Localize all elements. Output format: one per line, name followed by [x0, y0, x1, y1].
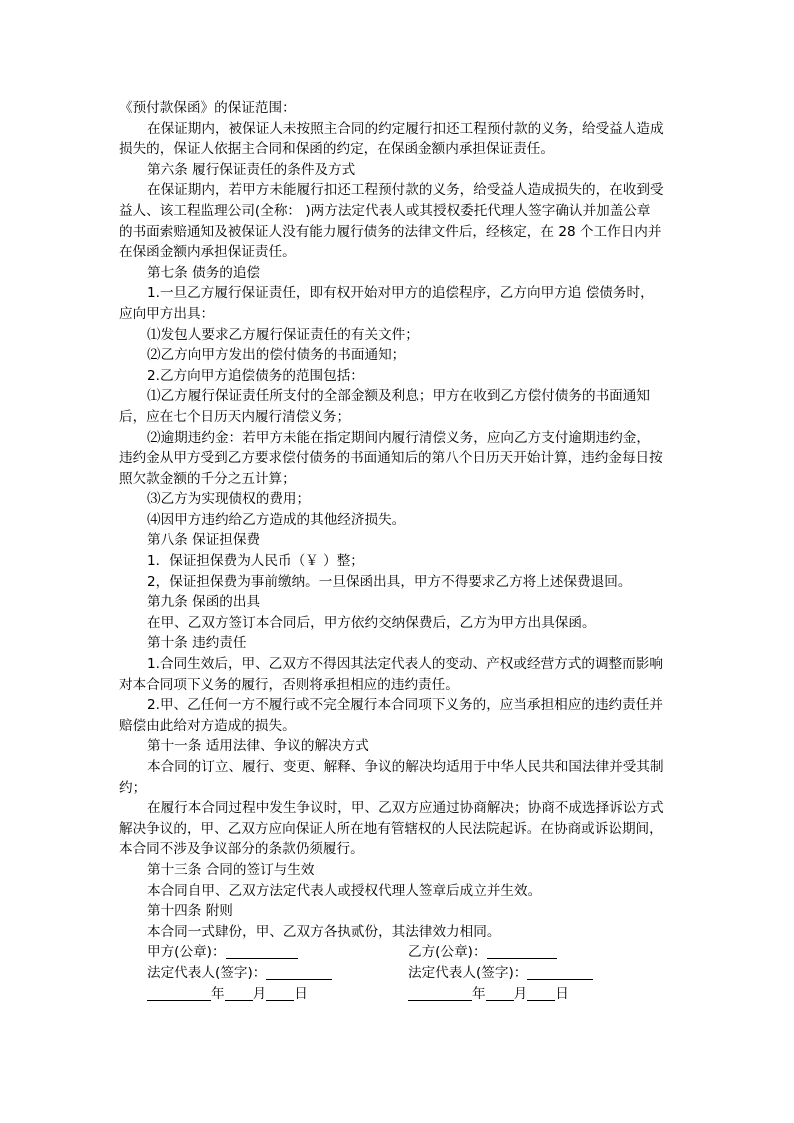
text-line: 后，应在七个日历天内履行清偿义务；	[119, 408, 351, 425]
representative-row	[119, 963, 689, 984]
text-line: 的书面索赔通知及被保证人没有能力履行债务的法律文件后，经核定，在 28 个工作日内并	[119, 223, 662, 240]
text-line: 第七条 债务的追偿	[147, 264, 261, 281]
contract-body	[119, 98, 689, 1004]
party-b-seal: 乙方(公章)：	[408, 942, 557, 963]
text-line: 第九条 保函的出具	[147, 594, 261, 611]
text-line: 赔偿由此给对方造成的损失。	[119, 717, 296, 734]
seal-row	[119, 942, 689, 963]
text-line: 应向甲方出具：	[119, 305, 215, 322]
text-line: 2.乙方向甲方追偿债务的范围包括：	[147, 367, 364, 384]
text-line: 第十三条 合同的签订与生效	[147, 861, 315, 878]
text-line: 在甲、乙双方签订本合同后，甲方依约交纳保费后，乙方为甲方出具保函。	[147, 614, 596, 631]
text-line: ⑵逾期违约金：若甲方未能在指定期间内履行清偿义务，应向乙方支付逾期违约金，	[147, 429, 650, 446]
text-line: 在履行本合同过程中发生争议时，甲、乙双方应通过协商解决；协商不成选择诉讼方式	[147, 800, 664, 817]
party-a-representative: 法定代表人(签字)：	[147, 963, 332, 984]
text-line: 在保证期内，若甲方未能履行扣还工程预付款的义务，给受益人造成损失的，在收到受	[147, 182, 664, 199]
text-line: 2，保证担保费为事前缴纳。一旦保函出具，甲方不得要求乙方将上述保费退回。	[147, 573, 632, 590]
text-line: 本合同的订立、履行、变更、解释、争议的解决均适用于中华人民共和国法律并受其制	[147, 759, 664, 775]
party-b-seal-blank[interactable]	[487, 944, 557, 959]
text-line: 2.甲、乙任何一方不履行或不完全履行本合同项下义务的，应当承担相应的违约责任并	[147, 697, 663, 714]
text-line: 第六条 履行保证责任的条件及方式	[147, 161, 356, 178]
text-line: 1．保证担保费为人民币（￥ ）整；	[147, 553, 364, 570]
text-line: ⑴发包人要求乙方履行保证责任的有关文件；	[147, 326, 419, 343]
text-line: 1.合同生效后，甲、乙双方不得因其法定代表人的变动、产权或经营方式的调整而影响	[147, 656, 663, 673]
text-line: 约；	[119, 779, 147, 796]
text-line: 违约金从甲方受到乙方要求偿付债务的书面通知后的第八个日历天开始计算，违约金每日按	[119, 450, 663, 467]
party-a-date: 年 月 日	[147, 984, 308, 1005]
contract-text	[119, 98, 689, 942]
text-line: 照欠款金额的千分之五计算；	[119, 470, 296, 487]
text-line: ⑴乙方履行保证责任所支付的全部金额及利息；甲方在收到乙方偿付债务的书面通知	[147, 388, 650, 405]
text-line: ⑷因甲方违约给乙方造成的其他经济损失。	[147, 511, 406, 528]
text-line: ⑶乙方为实现债权的费用；	[147, 491, 311, 508]
text-line: 损失的，保证人依据主合同和保函的约定，在保函金额内承担保证责任。	[119, 141, 554, 158]
text-line: 益人、该工程监理公司(全称： )两方法定代表人或其授权委托代理人签字确认并加盖公章	[119, 202, 651, 219]
party-b-rep-blank[interactable]	[527, 965, 593, 980]
text-line: 本合同一式肆份，甲、乙双方各执贰份，其法律效力相同。	[147, 923, 501, 940]
party-a-month-blank[interactable]	[225, 986, 253, 1001]
party-a-year-blank[interactable]	[147, 986, 211, 1001]
text-line: 第十四条 附则	[147, 903, 233, 920]
text-line: 第十条 违约责任	[147, 635, 247, 652]
text-line: ⑵乙方向甲方发出的偿付债务的书面通知；	[147, 347, 406, 364]
party-a-day-blank[interactable]	[266, 986, 294, 1001]
text-line: 在保证期内，被保证人未按照主合同的约定履行扣还工程预付款的义务，给受益人造成	[147, 120, 664, 137]
text-line: 《预付款保函》的保证范围：	[119, 100, 296, 116]
party-b-month-blank[interactable]	[486, 986, 514, 1001]
text-line: 本合同自甲、乙双方法定代表人或授权代理人签章后成立并生效。	[147, 882, 542, 899]
text-line: 解决争议的，甲、乙双方应向保证人所在地有管辖权的人民法院起诉。在协商或诉讼期间，	[119, 820, 663, 837]
text-line: 1.一旦乙方履行保证责任，即有权开始对甲方的追偿程序，乙方向甲方追 偿债务时，	[147, 285, 654, 302]
party-a-rep-blank[interactable]	[266, 965, 332, 980]
party-b-date: 年 月 日	[408, 984, 569, 1005]
text-line: 第十一条 适用法律、争议的解决方式	[147, 738, 369, 755]
party-b-year-blank[interactable]	[408, 986, 472, 1001]
party-a-seal: 甲方(公章)：	[147, 942, 298, 963]
text-line: 对本合同项下义务的履行，否则将承担相应的违约责任。	[119, 676, 459, 693]
party-b-day-blank[interactable]	[527, 986, 555, 1001]
text-line: 第八条 保证担保费	[147, 532, 261, 549]
party-b-representative: 法定代表人(签字)：	[408, 963, 593, 984]
date-row	[119, 984, 689, 1005]
text-line: 本合同不涉及争议部分的条款仍须履行。	[119, 841, 364, 858]
party-a-seal-blank[interactable]	[226, 944, 298, 959]
text-line: 在保函金额内承担保证责任。	[119, 244, 296, 261]
